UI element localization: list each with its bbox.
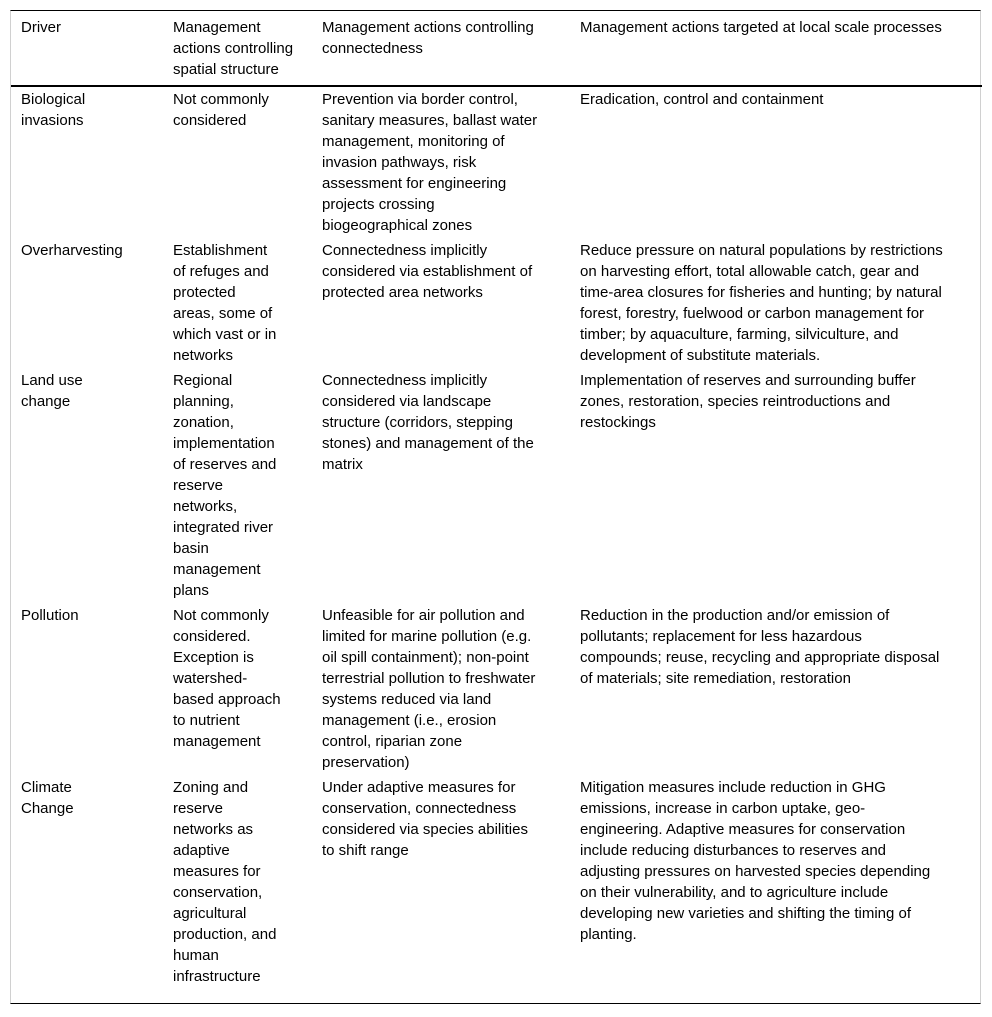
table-row	[11, 368, 982, 603]
cell-connectedness: Connectedness implicitly considered via establishment of protected area networks	[322, 242, 533, 301]
cell-driver: Overharvesting	[21, 242, 123, 259]
cell-connectedness: Under adaptive measures for conservation, connectedness considered via species abilities to shift range	[322, 779, 528, 859]
cell-spatial: Establishment of refuges and protected areas, some of which vast or in networks	[173, 242, 277, 364]
cell-connectedness: Unfeasible for air pollution and limited for marine pollution (e.g. oil spill containment); non-point terrestrial pollution to freshwater systems reduced via land management (i.e., erosion control, riparian zone preservation)	[322, 607, 536, 771]
header-connectedness: Management actions controlling connectedness	[322, 11, 580, 86]
header-local-scale: Management actions targeted at local scale processes	[580, 11, 982, 86]
cell-connectedness: Prevention via border control, sanitary measures, ballast water management, monitoring of invasion pathways, risk assessment for engineering projects crossing biogeographical zones	[322, 91, 538, 234]
cell-driver: Land use change	[21, 372, 83, 410]
cell-driver: Biological invasions	[21, 91, 86, 129]
cell-local: Mitigation measures include reduction in GHG emissions, increase in carbon uptake, geo-engineering. Adaptive measures for conservation include reducing disturbances to reserves and adjusting pressures on harvested species depending on their vulnerability, and to agriculture include developing new varieties and shifting the timing of planting.	[580, 779, 931, 943]
cell-driver: Pollution	[21, 607, 79, 624]
header-driver: Driver	[11, 11, 173, 86]
cell-spatial: Regional planning, zonation, implementation of reserves and reserve networks, integrated river basin management plans	[173, 372, 277, 599]
cell-spatial: Not commonly considered	[173, 91, 269, 129]
cell-connectedness: Connectedness implicitly considered via landscape structure (corridors, stepping stones) and management of the matrix	[322, 372, 534, 473]
cell-spatial: Zoning and reserve networks as adaptive measures for conservation, agricultural production, and human infrastructure	[173, 779, 277, 985]
table-row	[11, 603, 982, 775]
cell-local: Eradication, control and containment	[580, 91, 824, 108]
cell-local: Implementation of reserves and surrounding buffer zones, restoration, species reintroductions and restockings	[580, 372, 916, 431]
table-row	[11, 86, 982, 238]
table-header	[11, 11, 982, 86]
header-spatial-structure: Management actions controlling spatial structure	[173, 11, 322, 86]
table-frame	[10, 10, 981, 1004]
cell-spatial: Not commonly considered. Exception is watershed-based approach to nutrient management	[173, 607, 281, 750]
cell-local: Reduce pressure on natural populations by restrictions on harvesting effort, total allowable catch, gear and time-area closures for fisheries and hunting; by natural forest, forestry, fuelwood or carbon management for timber; by aquaculture, farming, silviculture, and development of substitute materials.	[580, 242, 943, 364]
management-actions-table	[11, 11, 982, 989]
table-row	[11, 775, 982, 989]
cell-driver: Climate Change	[21, 779, 74, 817]
header-row	[11, 11, 982, 86]
table-body	[11, 86, 982, 989]
cell-local: Reduction in the production and/or emission of pollutants; replacement for less hazardous compounds; reuse, recycling and appropriate disposal of materials; site remediation, restoration	[580, 607, 940, 687]
table-row	[11, 238, 982, 368]
